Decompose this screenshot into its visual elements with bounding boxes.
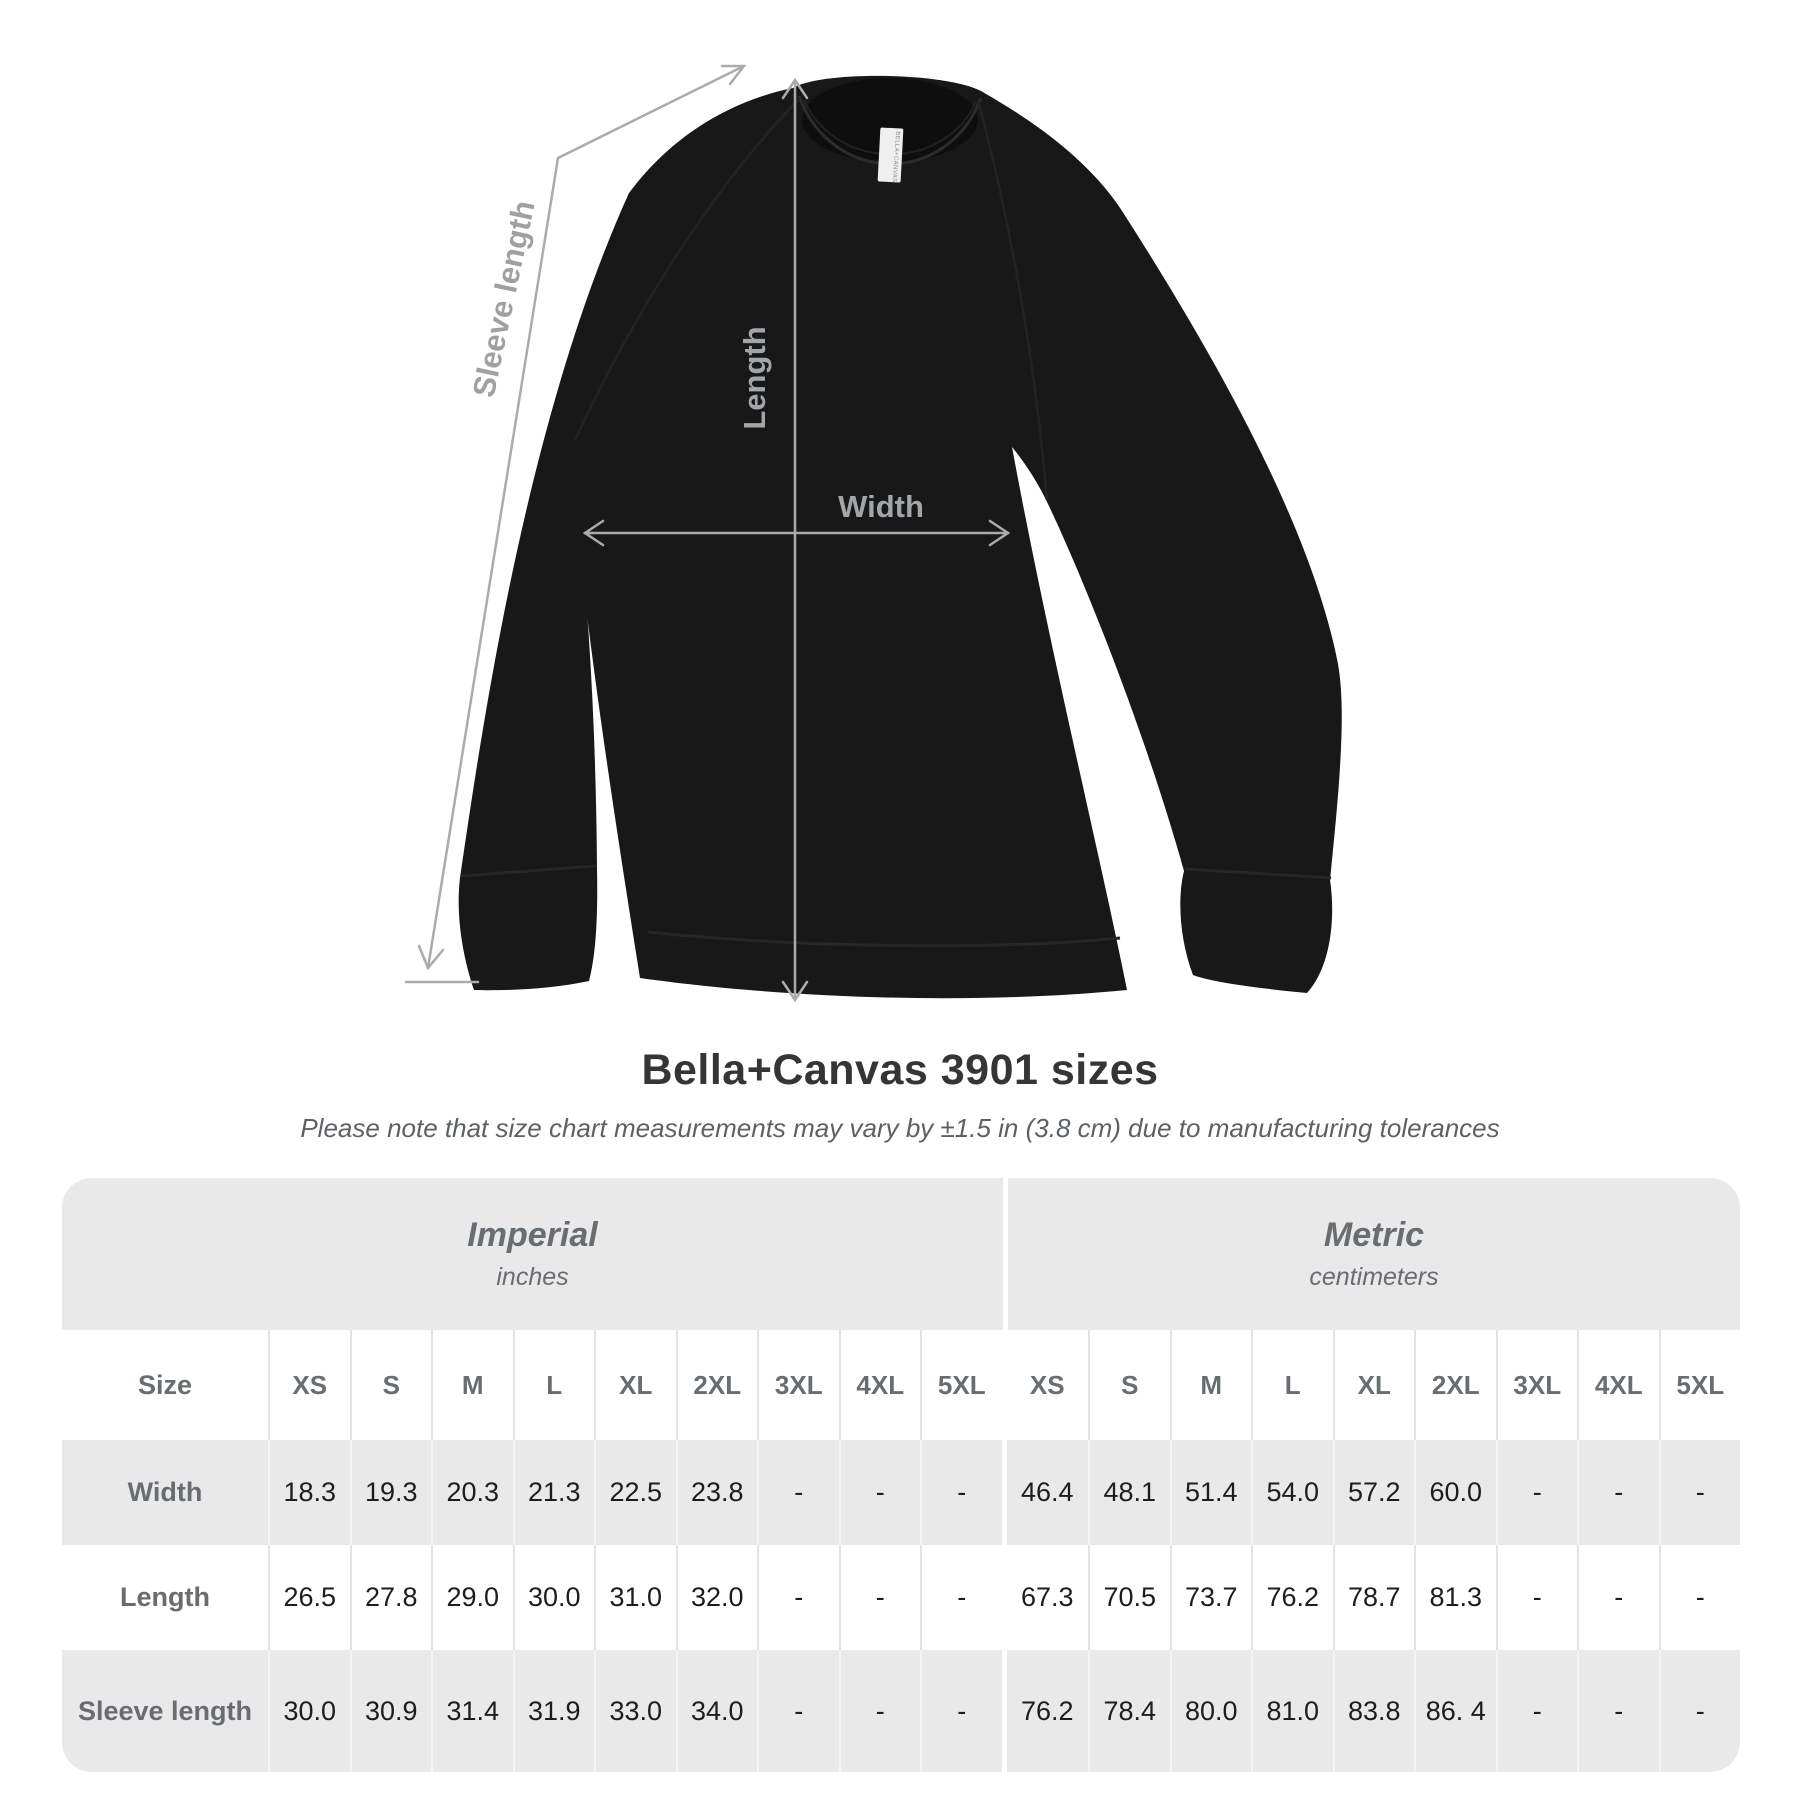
measurement-value-metric: 78.7 xyxy=(1333,1545,1415,1650)
size-table xyxy=(62,1178,1740,1772)
size-header-imperial-m: M xyxy=(431,1330,513,1440)
measurement-value-metric: - xyxy=(1496,1650,1578,1772)
measurement-value-metric: 57.2 xyxy=(1333,1440,1415,1545)
measurement-value-imperial: 27.8 xyxy=(350,1545,432,1650)
measurement-value-metric: 86. 4 xyxy=(1414,1650,1496,1772)
measurement-value-metric: - xyxy=(1659,1440,1741,1545)
page-subtitle: Please note that size chart measurements may vary by ±1.5 in (3.8 cm) due to manufacturing tolerances xyxy=(300,1113,1500,1143)
measurement-value-metric: 60.0 xyxy=(1414,1440,1496,1545)
size-header-imperial-5xl: 5XL xyxy=(920,1330,1002,1440)
measurement-value-imperial: 21.3 xyxy=(513,1440,595,1545)
measurement-value-imperial: 22.5 xyxy=(594,1440,676,1545)
measurement-value-metric: 70.5 xyxy=(1088,1545,1170,1650)
unit-group-unit: inches xyxy=(496,1263,569,1291)
measurement-value-metric: 46.4 xyxy=(1020,1477,1074,1507)
size-header-imperial-4xl: 4XL xyxy=(839,1330,921,1440)
size-header-metric-4xl: 4XL xyxy=(1577,1330,1659,1440)
unit-group-name: Imperial xyxy=(467,1216,598,1254)
measurement-value-metric: 67.3 xyxy=(1020,1582,1074,1612)
size-header-metric-xs: XS xyxy=(1029,1369,1065,1400)
width-label: Width xyxy=(838,489,924,524)
page-title: Bella+Canvas 3901 sizes xyxy=(641,1046,1159,1094)
measurement-value-imperial: 23.8 xyxy=(676,1440,758,1545)
size-header-metric-5xl: 5XL xyxy=(1659,1330,1741,1440)
row-label: Length xyxy=(120,1582,210,1612)
row-label: Sleeve length xyxy=(77,1695,253,1726)
size-header-metric-xl: XL xyxy=(1333,1330,1415,1440)
neck-tag-text: BELLA+CANVAS xyxy=(890,131,901,183)
size-header-metric-l: L xyxy=(1251,1330,1333,1440)
size-header-row xyxy=(62,1330,1740,1440)
measurement-value-imperial: 30.0 xyxy=(513,1545,595,1650)
measurement-value-metric: 76.2 xyxy=(1020,1695,1074,1726)
size-header-metric-2xl: 2XL xyxy=(1414,1330,1496,1440)
measurement-value-imperial: 29.0 xyxy=(431,1545,513,1650)
measurement-value-metric: 51.4 xyxy=(1170,1440,1252,1545)
size-column-header: Size xyxy=(137,1369,193,1400)
size-header-imperial-l: L xyxy=(513,1330,595,1440)
measurement-value-imperial: 31.9 xyxy=(513,1650,595,1772)
measurement-value-metric: 80.0 xyxy=(1170,1650,1252,1772)
size-header-imperial-2xl: 2XL xyxy=(676,1330,758,1440)
measurement-value-imperial: - xyxy=(839,1545,921,1650)
measurement-value-imperial: 30.9 xyxy=(350,1650,432,1772)
measurement-value-imperial: 33.0 xyxy=(594,1650,676,1772)
table-row-length xyxy=(62,1545,1740,1650)
measurement-value-metric: - xyxy=(1496,1545,1578,1650)
measurement-value-metric: 73.7 xyxy=(1170,1545,1252,1650)
measurement-value-imperial: - xyxy=(757,1650,839,1772)
measurement-value-imperial: - xyxy=(839,1650,921,1772)
measurement-value-imperial: - xyxy=(920,1650,1002,1772)
size-header-imperial-3xl: 3XL xyxy=(757,1330,839,1440)
measurement-value-imperial: 19.3 xyxy=(350,1440,432,1545)
measurement-value-imperial: 30.0 xyxy=(268,1650,350,1772)
measurement-value-imperial: 26.5 xyxy=(268,1545,350,1650)
size-header-imperial-xl: XL xyxy=(594,1330,676,1440)
measurement-value-metric: 54.0 xyxy=(1251,1440,1333,1545)
measurement-value-metric: 81.3 xyxy=(1414,1545,1496,1650)
unit-group-metric xyxy=(1008,1178,1740,1330)
measurement-value-metric: 83.8 xyxy=(1333,1650,1415,1772)
length-label: Length xyxy=(737,326,772,430)
table-row-sleeve-length xyxy=(62,1650,1740,1772)
measurement-value-metric: 48.1 xyxy=(1088,1440,1170,1545)
unit-group-imperial xyxy=(62,1178,1003,1330)
sleeve-length-label: Sleeve length xyxy=(465,197,542,401)
measurement-value-imperial: - xyxy=(757,1545,839,1650)
measurement-value-imperial: - xyxy=(839,1440,921,1545)
measurement-value-metric: - xyxy=(1577,1650,1659,1772)
size-header-metric-s: S xyxy=(1088,1330,1170,1440)
size-header-imperial-xs: XS xyxy=(268,1330,350,1440)
table-row-width xyxy=(62,1440,1740,1545)
row-label: Width xyxy=(127,1477,203,1507)
measurement-value-imperial: - xyxy=(920,1545,1002,1650)
measurement-value-metric: 78.4 xyxy=(1088,1650,1170,1772)
measurement-value-imperial: 31.0 xyxy=(594,1545,676,1650)
measurement-value-metric: - xyxy=(1659,1545,1741,1650)
size-header-imperial-s: S xyxy=(350,1330,432,1440)
measurement-value-imperial: 34.0 xyxy=(676,1650,758,1772)
measurement-value-metric: 81.0 xyxy=(1251,1650,1333,1772)
measurement-value-metric: 76.2 xyxy=(1251,1545,1333,1650)
measurement-value-imperial: - xyxy=(920,1440,1002,1545)
measurement-value-metric: - xyxy=(1577,1545,1659,1650)
size-table-body xyxy=(62,1440,1740,1772)
measurement-value-metric: - xyxy=(1577,1440,1659,1545)
measurement-value-imperial: 20.3 xyxy=(431,1440,513,1545)
measurement-value-metric: - xyxy=(1659,1650,1741,1772)
measurement-value-metric: - xyxy=(1496,1440,1578,1545)
neck-tag xyxy=(878,127,904,182)
measurement-value-imperial: 18.3 xyxy=(268,1440,350,1545)
measurement-value-imperial: - xyxy=(757,1440,839,1545)
measurement-value-imperial: 32.0 xyxy=(676,1545,758,1650)
unit-group-unit: centimeters xyxy=(1309,1263,1439,1291)
unit-group-name: Metric xyxy=(1323,1216,1425,1254)
unit-header-band xyxy=(62,1178,1740,1330)
size-header-metric-3xl: 3XL xyxy=(1496,1330,1578,1440)
measurement-value-imperial: 31.4 xyxy=(431,1650,513,1772)
size-header-metric-m: M xyxy=(1170,1330,1252,1440)
